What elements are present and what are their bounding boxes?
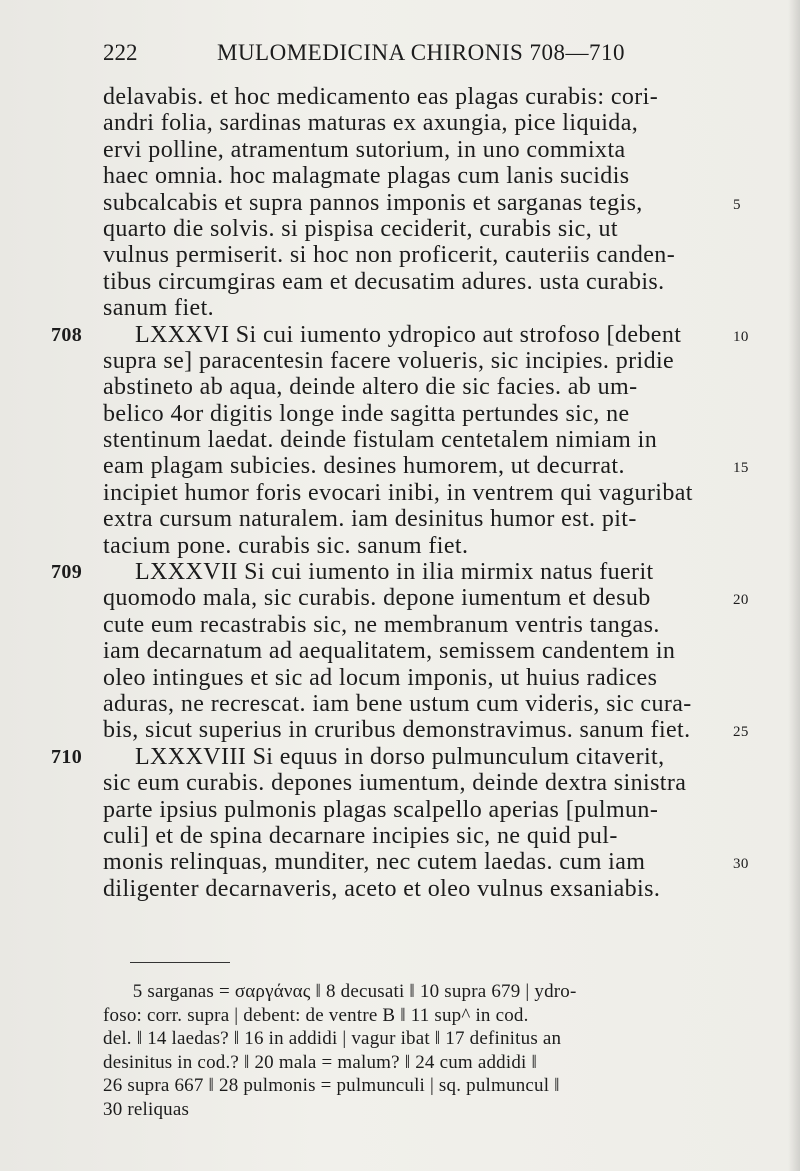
section-number: 709 <box>51 561 83 584</box>
line-text: LXXXVIII Si equus in dorso pulmunculum citaverit, <box>103 743 665 770</box>
line-number: 20 <box>733 592 749 609</box>
text-line <box>103 533 723 559</box>
page-edge-shadow <box>788 0 800 1171</box>
text-line <box>103 797 723 823</box>
text-line <box>103 401 723 427</box>
line-text: quomodo mala, sic curabis. depone iumentum et desub <box>103 585 651 612</box>
line-text: haec omnia. hoc malagmate plagas cum lanis sucidis <box>103 163 630 190</box>
text-line <box>103 295 723 321</box>
line-number: 25 <box>733 724 749 741</box>
line-number: 30 <box>733 856 749 873</box>
text-line <box>103 216 723 242</box>
line-text: tibus circumgiras eam et decusatim adures. usta curabis. <box>103 268 665 295</box>
line-text: quarto die solvis. si pispisa ceciderit, curabis sic, ut <box>103 215 618 242</box>
line-text: extra cursum naturalem. iam desinitus humor est. pit- <box>103 506 637 533</box>
line-text: subcalcabis et supra pannos imponis et sarganas tegis, <box>103 189 643 216</box>
text-line <box>103 269 723 295</box>
text-line <box>103 506 723 532</box>
page-header <box>103 40 723 74</box>
text-line <box>103 823 723 849</box>
footnote-line: 30 reliquas <box>103 1098 190 1120</box>
text-line <box>103 84 723 110</box>
section-number: 708 <box>51 323 83 346</box>
line-number: 15 <box>733 460 749 477</box>
line-number: 10 <box>733 328 749 345</box>
footnotes <box>103 980 723 1121</box>
text-line <box>103 242 723 268</box>
footnote-line: desinitus in cod.? ‖ 20 mala = malum? ‖ 24 cum addidi ‖ <box>103 1051 538 1073</box>
text-line <box>103 110 723 136</box>
footnote-line: del. ‖ 14 laedas? ‖ 16 in addidi | vagur ibat ‖ 17 definitus an <box>103 1028 562 1049</box>
line-text: monis relinquas, munditer, nec cutem laedas. cum iam <box>103 849 646 876</box>
line-text: eam plagam subicies. desines humorem, ut decurrat. <box>103 453 625 480</box>
text-line <box>103 638 723 664</box>
line-text: parte ipsius pulmonis plagas scalpello aperias [pulmun- <box>103 796 659 823</box>
text-line <box>103 189 741 216</box>
line-text: LXXXVII Si cui iumento in ilia mirmix natus fuerit <box>103 559 654 586</box>
line-text: andri folia, sardinas maturas ex axungia, pice liquida, <box>103 110 639 137</box>
text-line <box>103 163 723 189</box>
line-text: supra se] paracentesin facere volueris, sic incipies. pridie <box>103 347 675 374</box>
line-text: ervi polline, atramentum sutorium, in uno commixta <box>103 136 626 163</box>
text-line <box>51 321 749 348</box>
text-line <box>103 453 749 480</box>
line-text: bis, sicut superius in cruribus demonstravimus. sanum fiet. <box>103 717 691 744</box>
line-text: aduras, ne recrescat. iam bene ustum cum videris, sic cura- <box>103 690 692 717</box>
line-text: delavabis. et hoc medicamento eas plagas curabis: cori- <box>103 84 659 110</box>
line-text: iam decarnatum ad aequalitatem, semissem candentem in <box>103 638 676 665</box>
line-text: LXXXVI Si cui iumento ydropico aut strofoso [debent <box>103 321 682 348</box>
text-line <box>103 480 723 506</box>
text-line <box>103 717 749 744</box>
footnote-rule <box>130 962 230 963</box>
line-text: oleo intingues et sic ad locum imponis, ut huius radices <box>103 664 658 691</box>
footnote-line: foso: corr. supra | debent: de ventre B ‖ 11 sup^ in cod. <box>103 1004 529 1026</box>
text-line <box>51 559 723 586</box>
main-text <box>51 84 749 902</box>
line-text: tacium pone. curabis sic. sanum fiet. <box>103 532 469 559</box>
line-text: sic eum curabis. depones iumentum, deinde dextra sinistra <box>103 770 687 797</box>
text-line <box>103 612 723 638</box>
text-line <box>103 770 723 796</box>
line-text: incipiet humor foris evocari inibi, in ventrem qui vaguribat <box>103 479 693 506</box>
text-line <box>51 743 723 770</box>
line-text: cute eum recastrabis sic, ne membranum ventris tangas. <box>103 611 660 638</box>
line-text: abstineto ab aqua, deinde altero die sic facies. ab um- <box>103 374 638 401</box>
text-line <box>103 849 749 876</box>
text-line <box>103 691 723 717</box>
text-line <box>103 585 749 612</box>
running-title: MULOMEDICINA CHIRONIS 708—710 <box>217 40 626 65</box>
text-line <box>103 374 723 400</box>
line-text: vulnus permiserit. si hoc non proficerit, cauteriis canden- <box>103 242 676 269</box>
footnote-line: 26 supra 667 ‖ 28 pulmonis = pulmunculi | sq. pulmuncul ‖ <box>103 1075 560 1096</box>
page-number: 222 <box>103 40 138 65</box>
text-line <box>103 876 723 902</box>
text-line <box>103 348 723 374</box>
line-text: diligenter decarnaveris, aceto et oleo vulnus exsaniabis. <box>103 875 661 902</box>
section-number: 710 <box>51 745 83 768</box>
line-number: 5 <box>733 196 741 213</box>
line-text: culi] et de spina decarnare incipies sic, ne quid pul- <box>103 822 618 849</box>
line-text: sanum fiet. <box>103 295 215 322</box>
line-text: belico 4or digitis longe inde sagitta pertundes sic, ne <box>103 400 630 427</box>
line-text: stentinum laedat. deinde fistulam centetalem nimiam in <box>103 427 658 454</box>
footnote-line: 5 sarganas = σαργάνας ‖ 8 decusati ‖ 10 supra 679 | ydro- <box>103 981 577 1002</box>
text-line <box>103 137 723 163</box>
text-line <box>103 665 723 691</box>
text-line <box>103 427 723 453</box>
